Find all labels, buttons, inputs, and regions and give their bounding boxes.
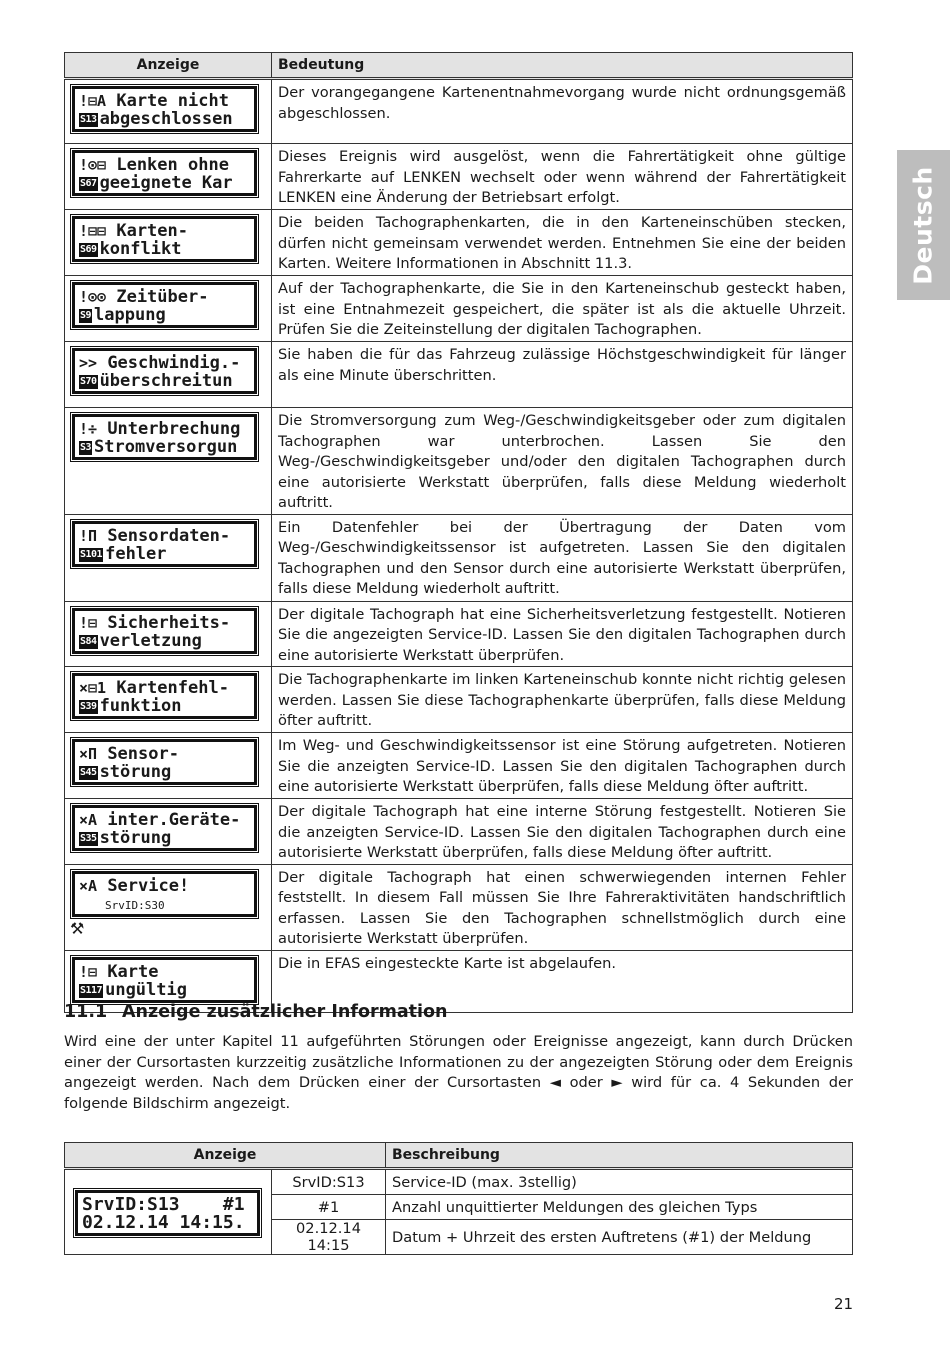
event-display-cell [65,864,272,950]
lcd-line-1-text: Sensor- [107,744,179,764]
lcd-line-1 [79,875,251,896]
event-code-badge: S45 [80,767,97,778]
event-row [65,210,853,276]
event-code-badge: S67 [80,178,97,189]
lcd-display [72,739,257,785]
lcd-line-2 [79,979,251,1000]
event-symbol-icon: ×Π [79,745,98,763]
event-code-badge: S39 [80,701,97,712]
lcd-wrapper [70,737,259,787]
lcd-wrapper [70,869,259,938]
event-row [65,864,853,950]
event-meaning: Die Tachographenkarte im linken Karteneinschub konnte nicht richtig gelesen werden. Lassen Sie diese Tachographenkarte überprüfen, falls diese Meldung öfter auftritt. [272,667,853,733]
event-meaning: Ein Datenfehler bei der Übertragung der Daten vom Weg-/Geschwindigkeitssensor ist aufgetreten. Lassen Sie den digitalen Tachographen und den Sensor durch eine autorisierte Werkstatt überprüfen, falls diese Meldung wiederholt auftritt. [272,514,853,601]
lcd-wrapper [70,280,259,330]
info-label: SrvID:S13 [272,1169,386,1195]
event-code-badge: S84 [80,635,97,647]
lcd-line-2-text: störung [99,762,172,782]
info-header-description: Beschreibung [386,1143,853,1169]
lcd-line-2-text: abgeschlossen [99,109,233,129]
event-meaning: Der digitale Tachograph hat eine interne Störung festgestellt. Notieren Sie die anzeigten Service-ID. Lassen Sie den digitalen Tachographen durch eine autorisierte Werkstatt überprüfen, falls diese Meldung öfter auftritt. [272,799,853,865]
event-row [65,342,853,408]
info-lcd-display [75,1190,260,1236]
event-row [65,408,853,515]
event-code-badge: S69 [80,244,97,255]
lcd-line-2-text: konflikt [99,239,182,259]
lcd-display [72,150,257,196]
event-code-badge: S70 [80,376,97,387]
info-lcd-cell [65,1169,272,1255]
lcd-wrapper [70,671,259,721]
event-display-cell [65,210,272,276]
event-symbol-icon: >> [79,354,98,372]
event-row [65,667,853,733]
event-code-badge: S101 [80,548,103,560]
header-meaning: Bedeutung [272,53,853,79]
event-display-cell [65,79,272,144]
lcd-line-2 [79,698,251,716]
lcd-wrapper [70,803,259,853]
lcd-line-1-text: Karte nicht [116,91,229,111]
event-symbol-icon: !⊟ [79,962,98,981]
lcd-line-1-text: Karte [107,961,159,982]
lcd-line-2-text: überschreitun [99,371,233,391]
events-table [64,52,853,1013]
lcd-line-1-text: Lenken ohne [116,155,229,175]
event-display-cell [65,144,272,210]
event-code-badge: S9 [80,310,92,321]
event-code-badge: S13 [80,114,97,125]
lcd-line-2 [79,830,251,848]
info-label: 02.12.14 14:15 [272,1220,386,1255]
event-row [65,144,853,210]
lcd-display [72,521,257,567]
lcd-line-2-text: funktion [99,696,182,716]
lcd-line-2 [79,307,251,325]
event-row [65,799,853,865]
lcd-display [72,414,257,460]
lcd-wrapper [70,84,259,134]
event-display-cell [65,514,272,601]
lcd-line-2 [79,373,251,391]
event-symbol-icon: ×A [79,811,98,829]
lcd-line-2-text: lappung [94,305,166,325]
events-table-header [65,53,853,79]
event-row [65,733,853,799]
lcd-line-1-text: Service! [107,875,190,896]
lcd-wrapper [70,346,259,396]
event-symbol-icon: ×⊟1 [79,679,107,697]
lcd-line-1-text: Sensordaten- [107,525,231,546]
lcd-display [72,216,257,262]
lcd-line-2 [79,896,251,914]
info-description: Service-ID (max. 3stellig) [386,1169,853,1195]
event-symbol-icon: !⊙⊟ [79,156,107,174]
tools-icon: ⚒ [70,918,85,938]
lcd-line-2-text: verletzung [99,630,202,651]
lcd-display [72,348,257,394]
event-meaning: Auf der Tachographenkarte, die Sie in den Karteneinschub gesteckt haben, ist eine Entnahmezeit gespeichert, die später ist als die aktuelle Uhrzeit. Prüfen Sie die Zeiteinstellung der digitalen Tachographen. [272,276,853,342]
info-table-header [65,1143,853,1169]
lcd-display [72,871,257,917]
info-lcd-line1: SrvID:S13 #1 [82,1194,245,1215]
info-label: #1 [272,1195,386,1220]
event-display-cell [65,667,272,733]
event-display-cell [65,342,272,408]
lcd-line-2-text: geeignete Kar [99,173,233,193]
lcd-line-2 [79,241,251,259]
lcd-line-2 [79,439,251,457]
lcd-line-1-text: inter.Geräte- [107,810,241,830]
event-code-badge: S117 [80,984,103,996]
lcd-wrapper [70,412,259,462]
info-lcd-line2: 02.12.14 14:15. [82,1212,245,1233]
event-meaning: Sie haben die für das Fahrzeug zulässige Höchstgeschwindigkeit für länger als eine Minute überschritten. [272,342,853,408]
lcd-line-2-text: ungültig [105,979,187,1000]
event-symbol-icon: !÷ [79,420,98,438]
event-symbol-icon: !⊟A [79,92,107,110]
event-display-cell [65,799,272,865]
event-code-badge: S35 [80,833,97,844]
event-symbol-icon: ×A [79,876,98,895]
lcd-display [72,282,257,328]
lcd-line-2-text: störung [99,828,172,848]
lcd-wrapper [70,606,259,656]
event-meaning: Dieses Ereignis wird ausgelöst, wenn die Fahrertätigkeit ohne gültige Fahrerkarte auf LENKEN wechselt oder wenn während der Fahrertätigkeit LENKEN eine Änderung der Betriebsart erfolgt. [272,144,853,210]
info-table [64,1142,853,1255]
lcd-line-2-text: SrvID:S30 [105,898,165,912]
language-tab [897,150,950,300]
event-code-badge: S3 [80,442,92,453]
lcd-line-2-text: fehler [105,543,167,564]
lcd-line-1-text: Sicherheits- [107,612,231,633]
lcd-display [72,86,257,132]
event-display-cell [65,601,272,667]
lcd-wrapper [70,214,259,264]
section-text: Wird eine der unter Kapitel 11 aufgeführten Störungen oder Ereignisse angezeigt, kann durch Drücken einer der Cursortasten kurzzeitig zusätzliche Informationen zu der angezeigten Störung oder dem Ereignis angezeigt werden. Nach dem Drücken einer der Cursortasten ◄ oder ► wird für ca. 4 Sekunden der folgende Bildschirm angezeigt. [64,1033,853,1112]
event-meaning: Im Weg- und Geschwindigkeitssensor ist eine Störung aufgetreten. Notieren Sie die anzeigten Service-ID. Lassen Sie den digitalen Tachographen durch eine autorisierte Werkstatt überprüfen, falls diese Meldung öfter auftritt. [272,733,853,799]
event-meaning: Die beiden Tachographenkarten, die in den Karteneinschüben stecken, dürfen nicht gemeinsam verwendet werden. Entnehmen Sie eine der beiden Karten. Weitere Informationen in Abschnitt 11.3. [272,210,853,276]
lcd-line-2 [79,630,251,651]
event-symbol-icon: !⊟⊟ [79,222,107,240]
lcd-display [72,608,257,654]
lcd-wrapper [70,148,259,198]
event-meaning: Die in EFAS eingesteckte Karte ist abgelaufen. [272,950,853,1012]
event-meaning: Der vorangegangene Kartenentnahmevorgang wurde nicht ordnungsgemäß abgeschlossen. [272,79,853,144]
event-display-cell [65,733,272,799]
event-display-cell [65,408,272,515]
info-header-display: Anzeige [65,1143,386,1169]
lcd-line-2 [79,764,251,782]
header-display: Anzeige [65,53,272,79]
event-symbol-icon: !Π [79,526,98,545]
event-row [65,514,853,601]
page-number: 21 [834,1295,854,1313]
event-symbol-icon: !⊟ [79,613,98,632]
info-row [65,1169,853,1195]
info-description: Datum + Uhrzeit des ersten Auftretens (#1) der Meldung [386,1220,853,1255]
lcd-line-1-text: Geschwindig.- [107,353,241,373]
lcd-line-2-text: Stromversorgun [94,437,238,457]
event-meaning: Die Stromversorgung zum Weg-/Geschwindigkeitsgeber oder zum digitalen Tachographen war unterbrochen. Lassen Sie den Weg-/Geschwindigkeitsgeber und/oder den digitalen Tachographen durch eine autorisierte Werkstatt überprüfen, falls diese Meldung wiederholt auftritt. [272,408,853,515]
language-tab-label: Deutsch [909,165,938,285]
event-display-cell [65,276,272,342]
lcd-display [72,805,257,851]
lcd-line-1-text: Kartenfehl- [116,678,229,698]
event-meaning: Der digitale Tachograph hat eine Sicherheitsverletzung festgestellt. Notieren Sie die angezeigten Service-ID. Lassen Sie den digitalen Tachographen durch eine autorisierte Werkstatt überprüfen. [272,601,853,667]
lcd-line-2 [79,175,251,193]
lcd-line-2 [79,543,251,564]
section-heading [64,1002,448,1022]
lcd-line-1-text: Zeitüber- [116,287,209,307]
event-symbol-icon: !⊙⊙ [79,288,107,306]
section-number: 11.1 [64,1002,108,1022]
event-row [65,276,853,342]
lcd-display [72,673,257,719]
section-title: Anzeige zusätzlicher Information [122,1002,448,1022]
lcd-line-2 [79,111,251,129]
lcd-line-1-text: Unterbrechung [107,419,241,439]
info-description: Anzahl unquittierter Meldungen des gleichen Typs [386,1195,853,1220]
event-row [65,601,853,667]
event-row [65,79,853,144]
event-meaning: Der digitale Tachograph hat einen schwerwiegenden internen Fehler feststellt. In diesem Fall müssen Sie Ihre Fahreraktivitäten handschriftlich erfassen. Lassen Sie den Tachographen schnellstmöglich durch eine autorisierte Werkstatt überprüfen. [272,864,853,950]
lcd-line-1-text: Karten- [116,221,188,241]
lcd-display [72,957,257,1003]
lcd-wrapper [70,955,259,1005]
lcd-wrapper [70,519,259,569]
